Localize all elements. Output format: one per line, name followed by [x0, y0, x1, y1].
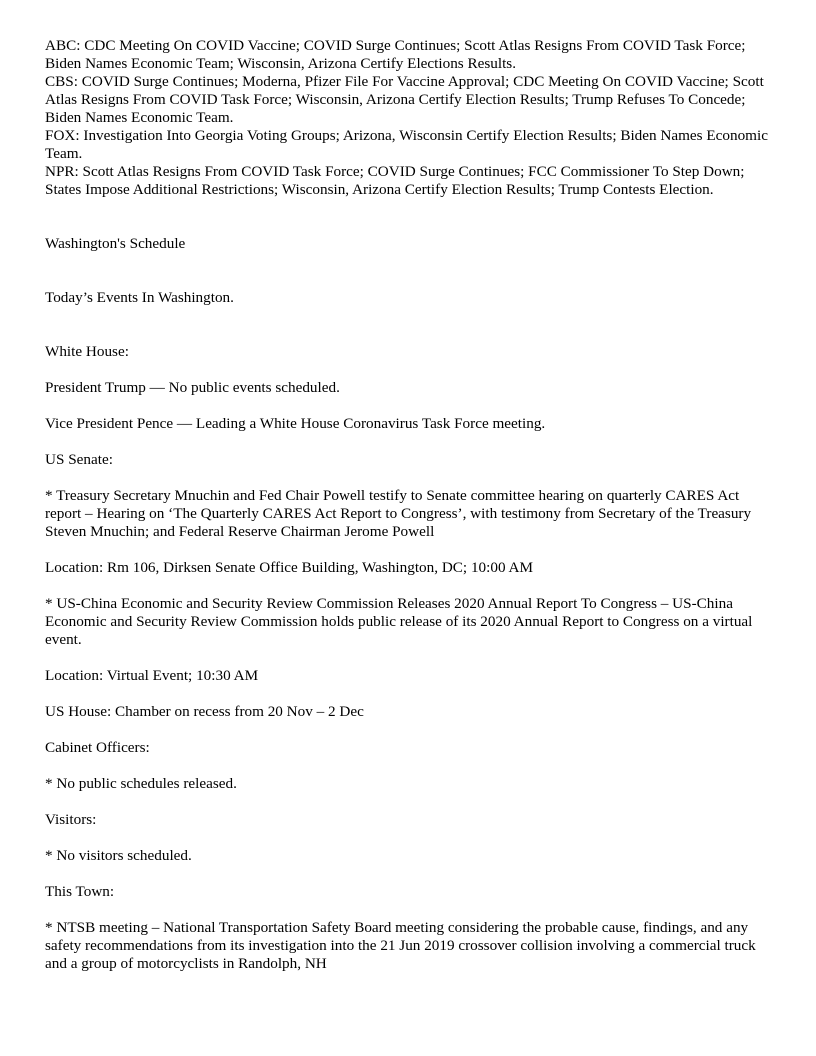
schedule-heading: Washington's Schedule [45, 235, 186, 252]
npr-headlines: NPR: Scott Atlas Resigns From COVID Task Force; COVID Surge Continues; FCC Commissioner To Step Down; States Impose Additional Restrictions; Wisconsin, Arizona Certify Election Results; Trump Contests Election. [45, 163, 745, 198]
trump-schedule: President Trump — No public events scheduled. [45, 379, 340, 396]
white-house-label: White House: [45, 343, 129, 360]
house-schedule: US House: Chamber on recess from 20 Nov – 2 Dec [45, 703, 364, 720]
schedule-subheading: Today’s Events In Washington. [45, 289, 234, 306]
cabinet-label: Cabinet Officers: [45, 739, 150, 756]
fox-headlines: FOX: Investigation Into Georgia Voting Groups; Arizona, Wisconsin Certify Election Results; Biden Names Economic Team. [45, 127, 768, 162]
spacer [45, 271, 775, 289]
senate-event-2: * US-China Economic and Security Review Commission Releases 2020 Annual Report To Congress – US-China Economic and Security Review Commission holds public release of its 2020 Annual Report to Congress on a virtual event. [45, 595, 753, 648]
cbs-headlines: CBS: COVID Surge Continues; Moderna, Pfizer File For Vaccine Approval; CDC Meeting On COVID Vaccine; Scott Atlas Resigns From COVID Task Force; Wisconsin, Arizona Certify Election Results; Trump Refuses To Concede; Biden Names Economic Team. [45, 73, 764, 126]
senate-event-2-location: Location: Virtual Event; 10:30 AM [45, 667, 259, 684]
senate-event-1-location: Location: Rm 106, Dirksen Senate Office Building, Washington, DC; 10:00 AM [45, 559, 533, 576]
document-page [45, 37, 775, 991]
senate-event-1: * Treasury Secretary Mnuchin and Fed Chair Powell testify to Senate committee hearing on quarterly CARES Act report – Hearing on ‘The Quarterly CARES Act Report to Congress’, with testimony from Secretary of the Treasury Steven Mnuchin; and Federal Reserve Chairman Jerome Powell [45, 487, 752, 540]
spacer [45, 325, 775, 343]
network-headlines [45, 37, 775, 199]
abc-headlines: ABC: CDC Meeting On COVID Vaccine; COVID Surge Continues; Scott Atlas Resigns From COVID Task Force; Biden Names Economic Team; Wisconsin, Arizona Certify Elections Results. [45, 37, 746, 72]
town-event: * NTSB meeting – National Transportation Safety Board meeting considering the probable cause, findings, and any safety recommendations from its investigation into the 21 Jun 2019 crossover collision involving a commercial truck and a group of motorcyclists in Randolph, NH [45, 919, 756, 972]
town-label: This Town: [45, 883, 115, 900]
visitors-label: Visitors: [45, 811, 97, 828]
visitors-schedule: * No visitors scheduled. [45, 847, 192, 864]
senate-label: US Senate: [45, 451, 113, 468]
pence-schedule: Vice President Pence — Leading a White House Coronavirus Task Force meeting. [45, 415, 546, 432]
spacer [45, 199, 775, 235]
cabinet-schedule: * No public schedules released. [45, 775, 237, 792]
